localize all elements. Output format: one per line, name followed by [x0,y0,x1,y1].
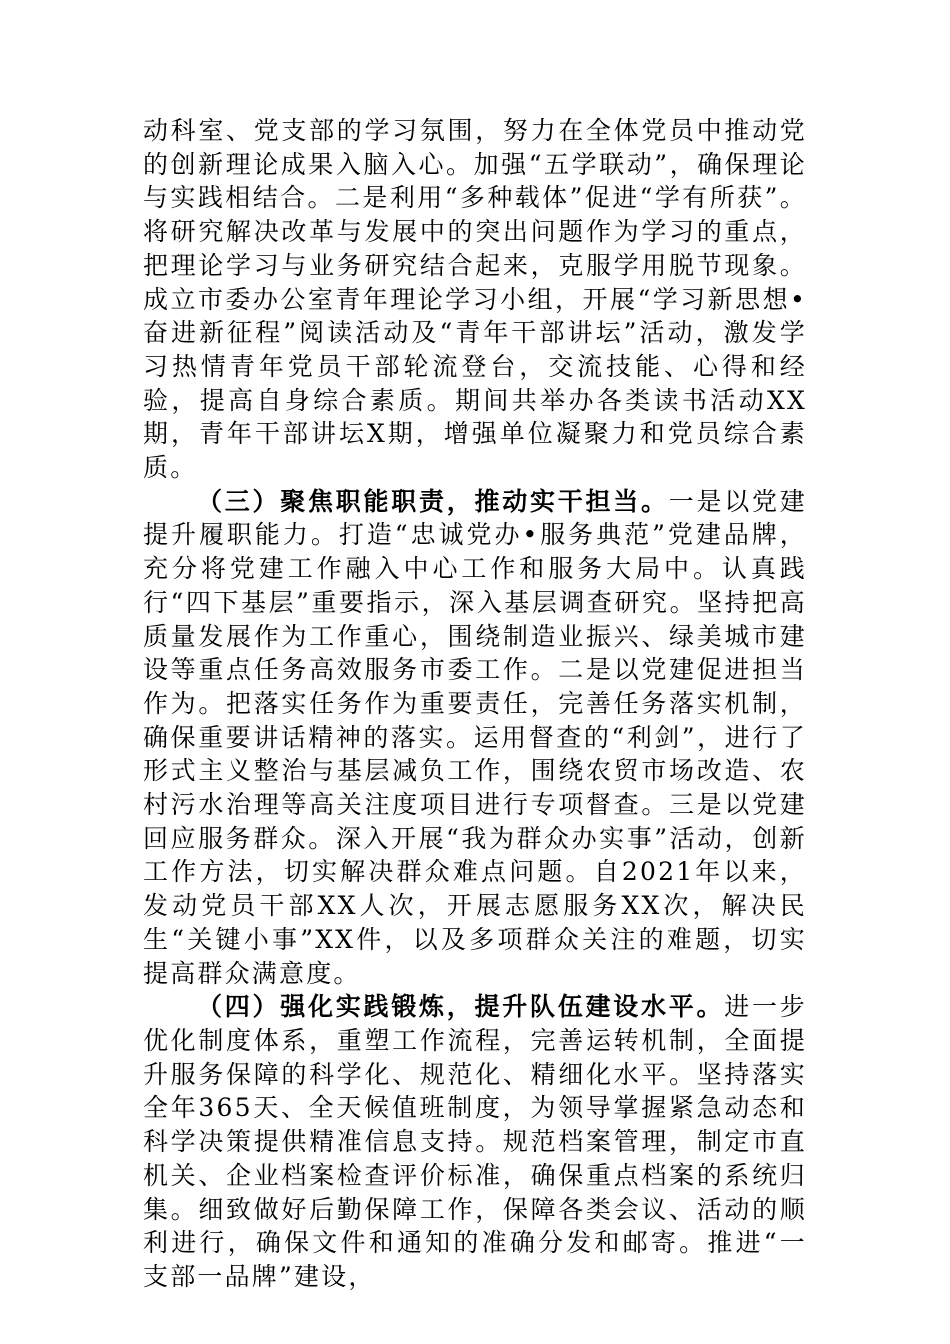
document-body [143,114,807,1294]
paragraph-3 [143,990,807,1293]
section-heading-4: （四）强化实践锻炼，提升队伍建设水平。 [197,992,725,1022]
paragraph-2-text: 一是以党建提升履职能力。打造“忠诚党办•服务典范”党建品牌，充分将党建工作融入中心工作和服务大局中。认真践行“四下基层”重要指示，深入基层调查研究。坚持把高质量发展作为工作重心，围绕制造业振兴、绿美城市建设等重点任务高效服务市委工作。二是以党建促进担当作为。把落实任务作为重要责任，完善任务落实机制，确保重要讲话精神的落实。运用督查的“利剑”，进行了形式主义整治与基层减负工作，围绕农贸市场改造、农村污水治理等高关注度项目进行专项督查。三是以党建回应服务群众。深入开展“我为群众办实事”活动，创新工作方法，切实解决群众难点问题。自2021年以来，发动党员干部XX人次，开展志愿服务XX次，解决民生“关键小事”XX件，以及多项群众关注的难题，切实提高群众满意度。 [143,486,807,988]
paragraph-1 [143,114,807,485]
paragraph-1-text: 动科室、党支部的学习氛围，努力在全体党员中推动党的创新理论成果入脑入心。加强“五学联动”，确保理论与实践相结合。二是利用“多种载体”促进“学有所获”。将研究解决改革与发展中的突出问题作为学习的重点，把理论学习与业务研究结合起来，克服学用脱节现象。成立市委办公室青年理论学习小组，开展“学习新思想•奋进新征程”阅读活动及“青年干部讲坛”活动，激发学习热情青年党员干部轮流登台，交流技能、心得和经验，提高自身综合素质。期间共举办各类读书活动XX期，青年干部讲坛X期，增强单位凝聚力和党员综合素质。 [143,116,807,483]
section-heading-3: （三）聚焦职能职责，推动实干担当。 [197,486,669,516]
paragraph-3-text: 进一步优化制度体系，重塑工作流程，完善运转机制，全面提升服务保障的科学化、规范化、精细化水平。坚持落实全年365天、全天候值班制度，为领导掌握紧急动态和科学决策提供精准信息支持。规范档案管理，制定市直机关、企业档案检查评价标准，确保重点档案的系统归集。细致做好后勤保障工作，保障各类会议、活动的顺利进行，确保文件和通知的准确分发和邮寄。推进“一支部一品牌”建设， [143,992,807,1291]
paragraph-2 [143,485,807,991]
